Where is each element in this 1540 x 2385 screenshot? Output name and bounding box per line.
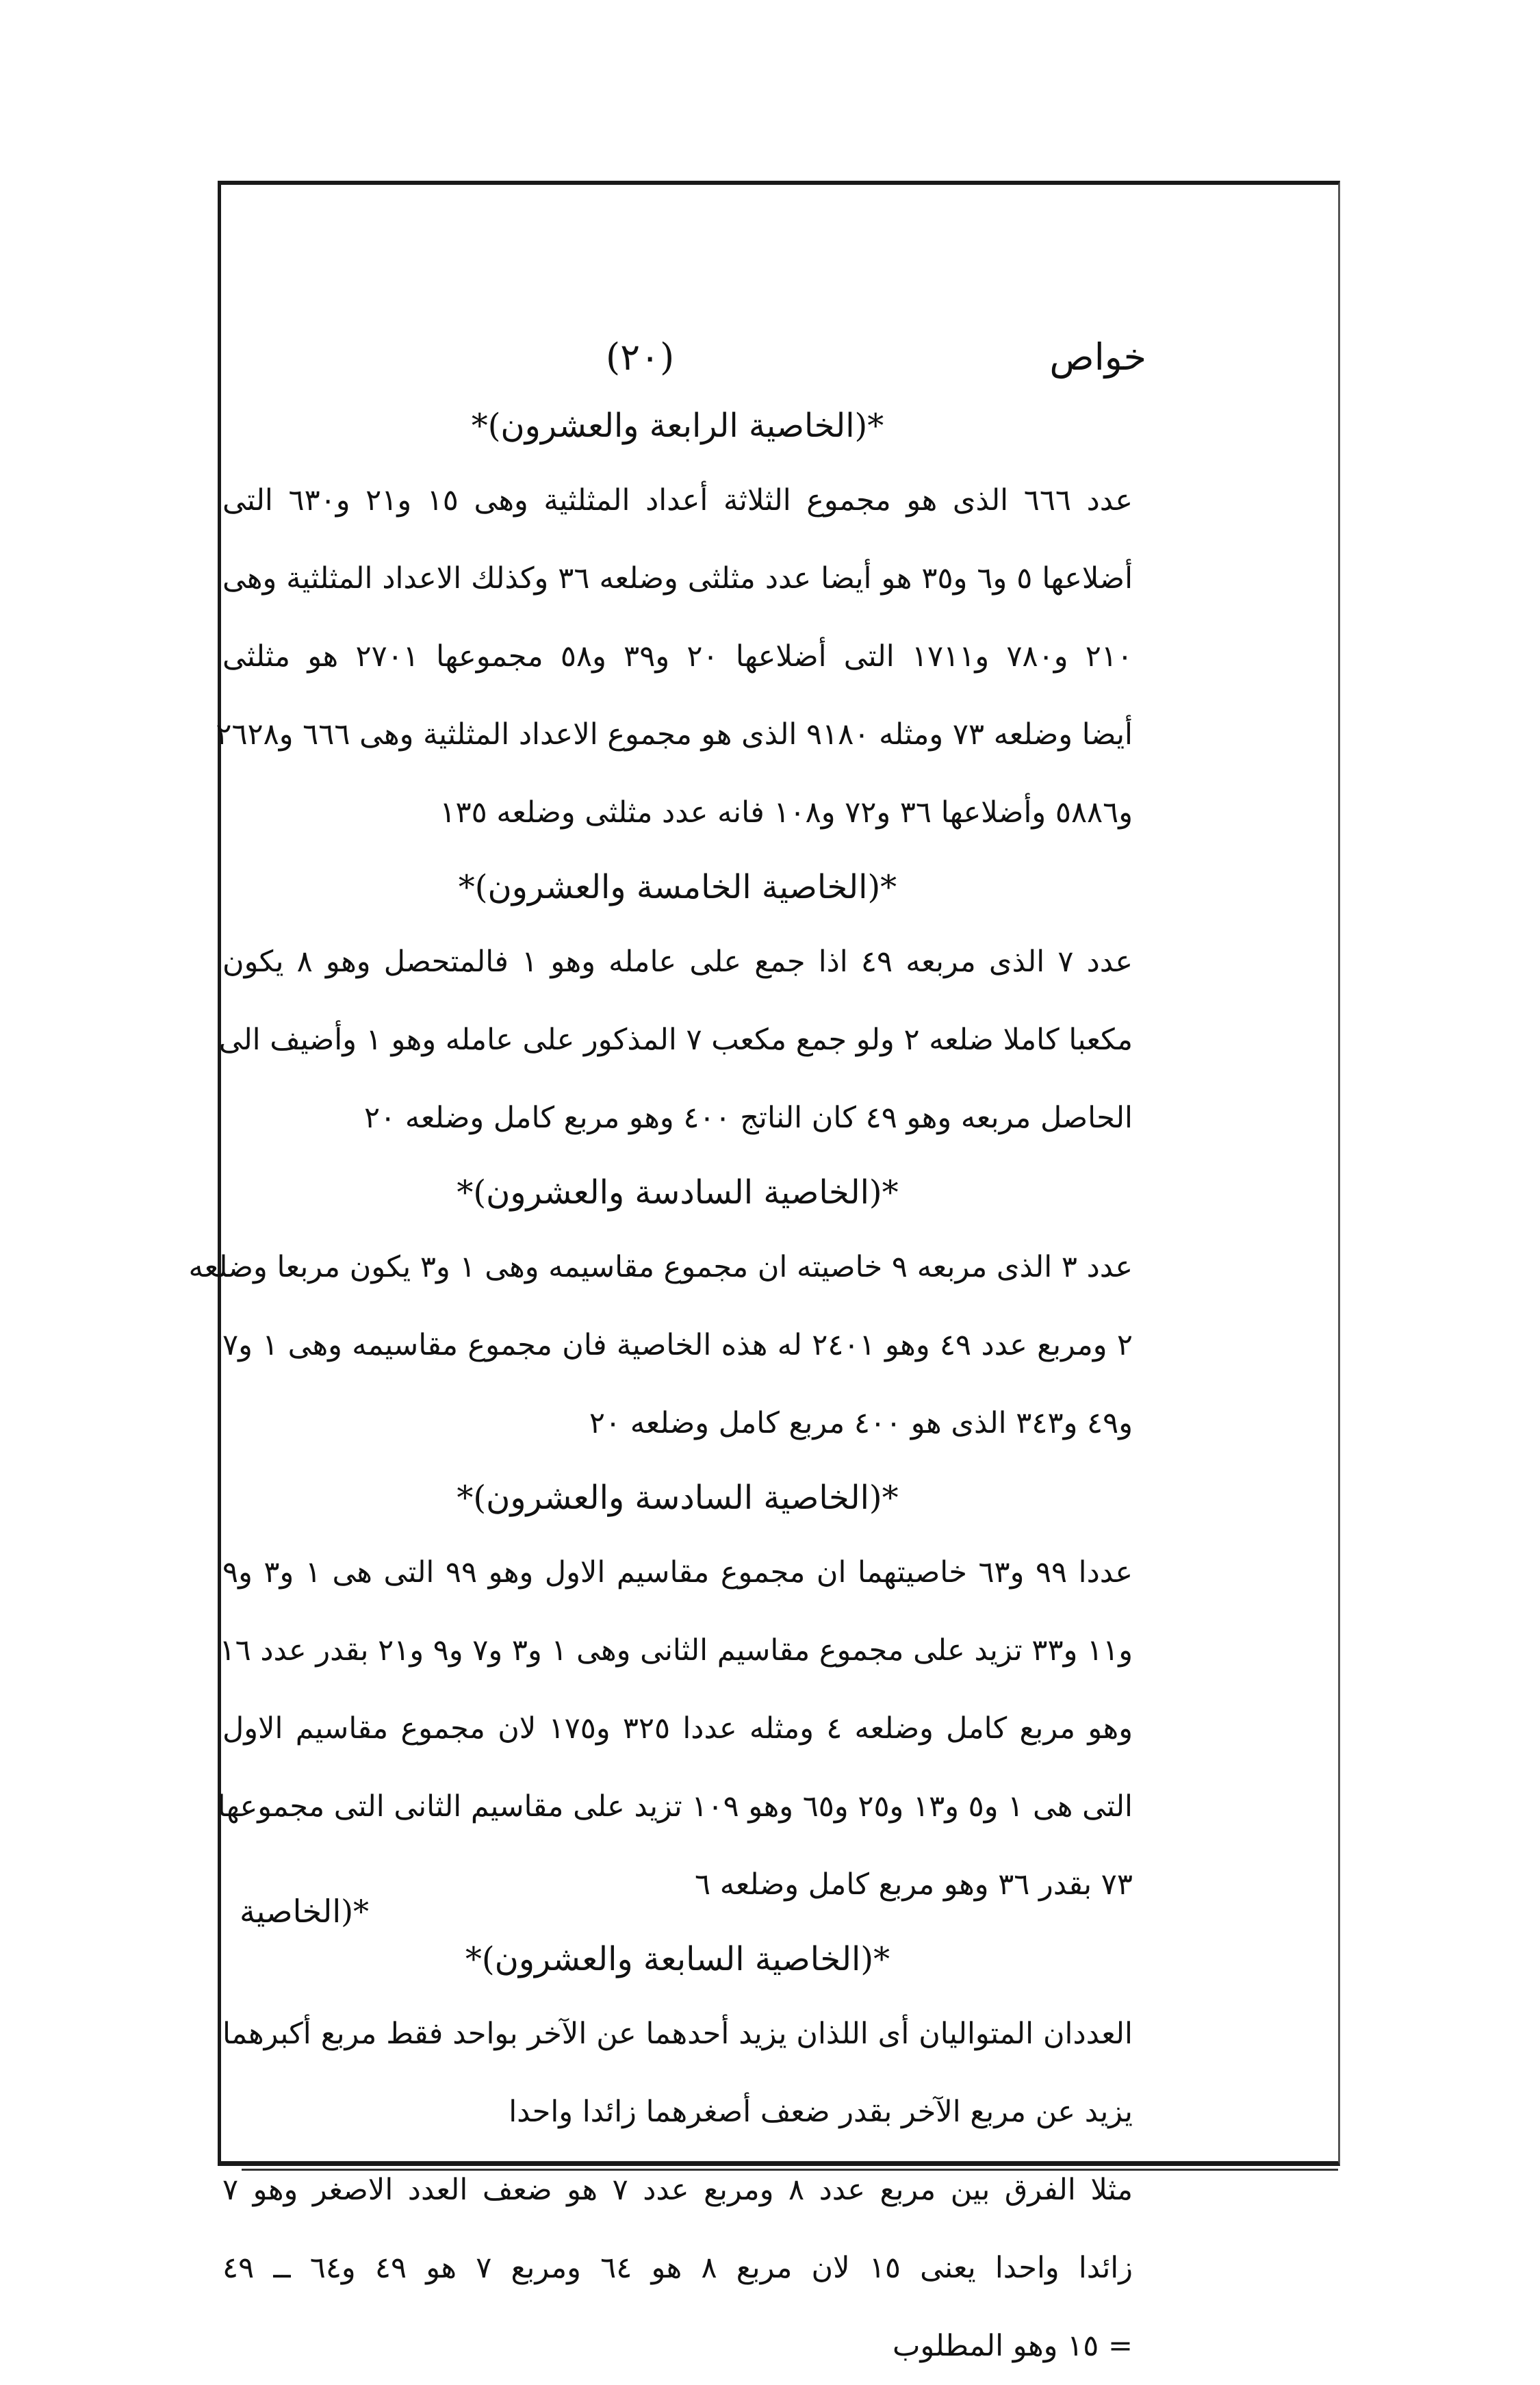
page-number: (٢٠) — [606, 335, 675, 379]
text-line: التى هى ١ و٥ و١٣ و٢٥ و٦٥ وهو ١٠٩ تزيد على مقاسيم الثانى التى مجموعها — [217, 1789, 1133, 1824]
text-line: زائدا واحدا يعنى ١٥ لان مربع ٨ هو ٦٤ ومربع ٧ هو ٤٩ و٦٤ ــ ٤٩ — [222, 2251, 1133, 2285]
section-27 — [222, 1924, 1133, 2385]
text-line: وهو مربع كامل وضلعه ٤ ومثله عددا ٣٢٥ و١٧٥ لان مجموع مقاسيم الاول — [222, 1711, 1133, 1746]
section-26b — [217, 1462, 1133, 1924]
section-heading: *(الخاصية الرابعة والعشرون)* — [471, 407, 884, 445]
text-line: و١١ و٣٣ تزيد على مجموع مقاسيم الثانى وهى ١ و٣ و٧ و٩ و٢١ بقدر عدد ١٦ — [219, 1633, 1133, 1668]
text-line: العددان المتواليان أى اللذان يزيد أحدهما عن الآخر بواحد فقط مربع أكبرهما — [222, 2017, 1133, 2051]
text-line: الحاصل مربعه وهو ٤٩ كان الناتج ٤٠٠ وهو مربع كامل وضلعه ٢٠ — [364, 1101, 1133, 1135]
text-line: مكعبا كاملا ضلعه ٢ ولو جمع مكعب ٧ المذكور على عامله وهو ١ وأضيف الى — [218, 1023, 1133, 1057]
section-25 — [218, 852, 1133, 1157]
text-line: و٤٩ و٣٤٣ الذى هو ٤٠٠ مربع كامل وضلعه ٢٠ — [589, 1406, 1133, 1440]
section-heading: *(الخاصية السادسة والعشرون)* — [457, 1173, 899, 1212]
section-24 — [216, 390, 1133, 852]
text-line: ٧٣ بقدر ٣٦ وهو مربع كامل وضلعه ٦ — [694, 1867, 1133, 1902]
text-line: و٥٨٨٦ وأضلاعها ٣٦ و٧٢ و١٠٨ فانه عدد مثلثى وضلعه ١٣٥ — [439, 795, 1133, 830]
running-title: خواص — [1049, 335, 1146, 379]
text-line: أضلاعها ٥ و٦ و٣٥ هو أيضا عدد مثلثى وضلعه ٣٦ وكذلك الاعداد المثلثية وهى — [222, 561, 1133, 596]
text-line: عددا ٩٩ و٦٣ خاصيتهما ان مجموع مقاسيم الاول وهو ٩٩ التى هى ١ و٣ و٩ — [222, 1555, 1133, 1590]
text-line: عدد ٧ الذى مربعه ٤٩ اذا جمع على عامله وهو ١ فالمتحصل وهو ٨ يكون — [222, 945, 1133, 979]
page-content — [188, 322, 1146, 2385]
section-heading: *(الخاصية السابعة والعشرون)* — [465, 1940, 890, 1978]
text-line: ٢١٠ و٧٨٠ و١٧١١ التى أضلاعها ٢٠ و٣٩ و٥٨ مجموعها ٢٧٠١ هو مثلثى — [222, 639, 1133, 674]
text-line: = ١٥ وهو المطلوب — [892, 2329, 1133, 2363]
catchword: *(الخاصية — [240, 1893, 370, 1930]
text-line: ٢ ومربع عدد ٤٩ وهو ٢٤٠١ له هذه الخاصية فان مجموع مقاسيمه وهى ١ و٧ — [222, 1328, 1133, 1362]
section-heading: *(الخاصية السادسة والعشرون)* — [457, 1479, 899, 1517]
text-line: عدد ٣ الذى مربعه ٩ خاصيته ان مجموع مقاسيمه وهى ١ و٣ يكون مربعا وضلعه — [188, 1250, 1133, 1284]
text-line: عدد ٦٦٦ الذى هو مجموع الثلاثة أعداد المثلثية وهى ١٥ و٢١ و٦٣٠ التى — [222, 483, 1133, 518]
section-heading: *(الخاصية الخامسة والعشرون)* — [458, 868, 897, 906]
text-line: مثلا الفرق بين مربع عدد ٨ ومربع عدد ٧ هو ضعف العدد الاصغر وهو ٧ — [222, 2173, 1133, 2207]
page-header — [222, 322, 1146, 390]
section-26a — [188, 1157, 1133, 1462]
text-line: يزيد عن مربع الآخر بقدر ضعف أصغرهما زائدا واحدا — [509, 2095, 1133, 2129]
text-line: أيضا وضلعه ٧٣ ومثله ٩١٨٠ الذى هو مجموع الاعداد المثلثية وهى ٦٦٦ و٢٦٢٨ — [216, 717, 1133, 752]
